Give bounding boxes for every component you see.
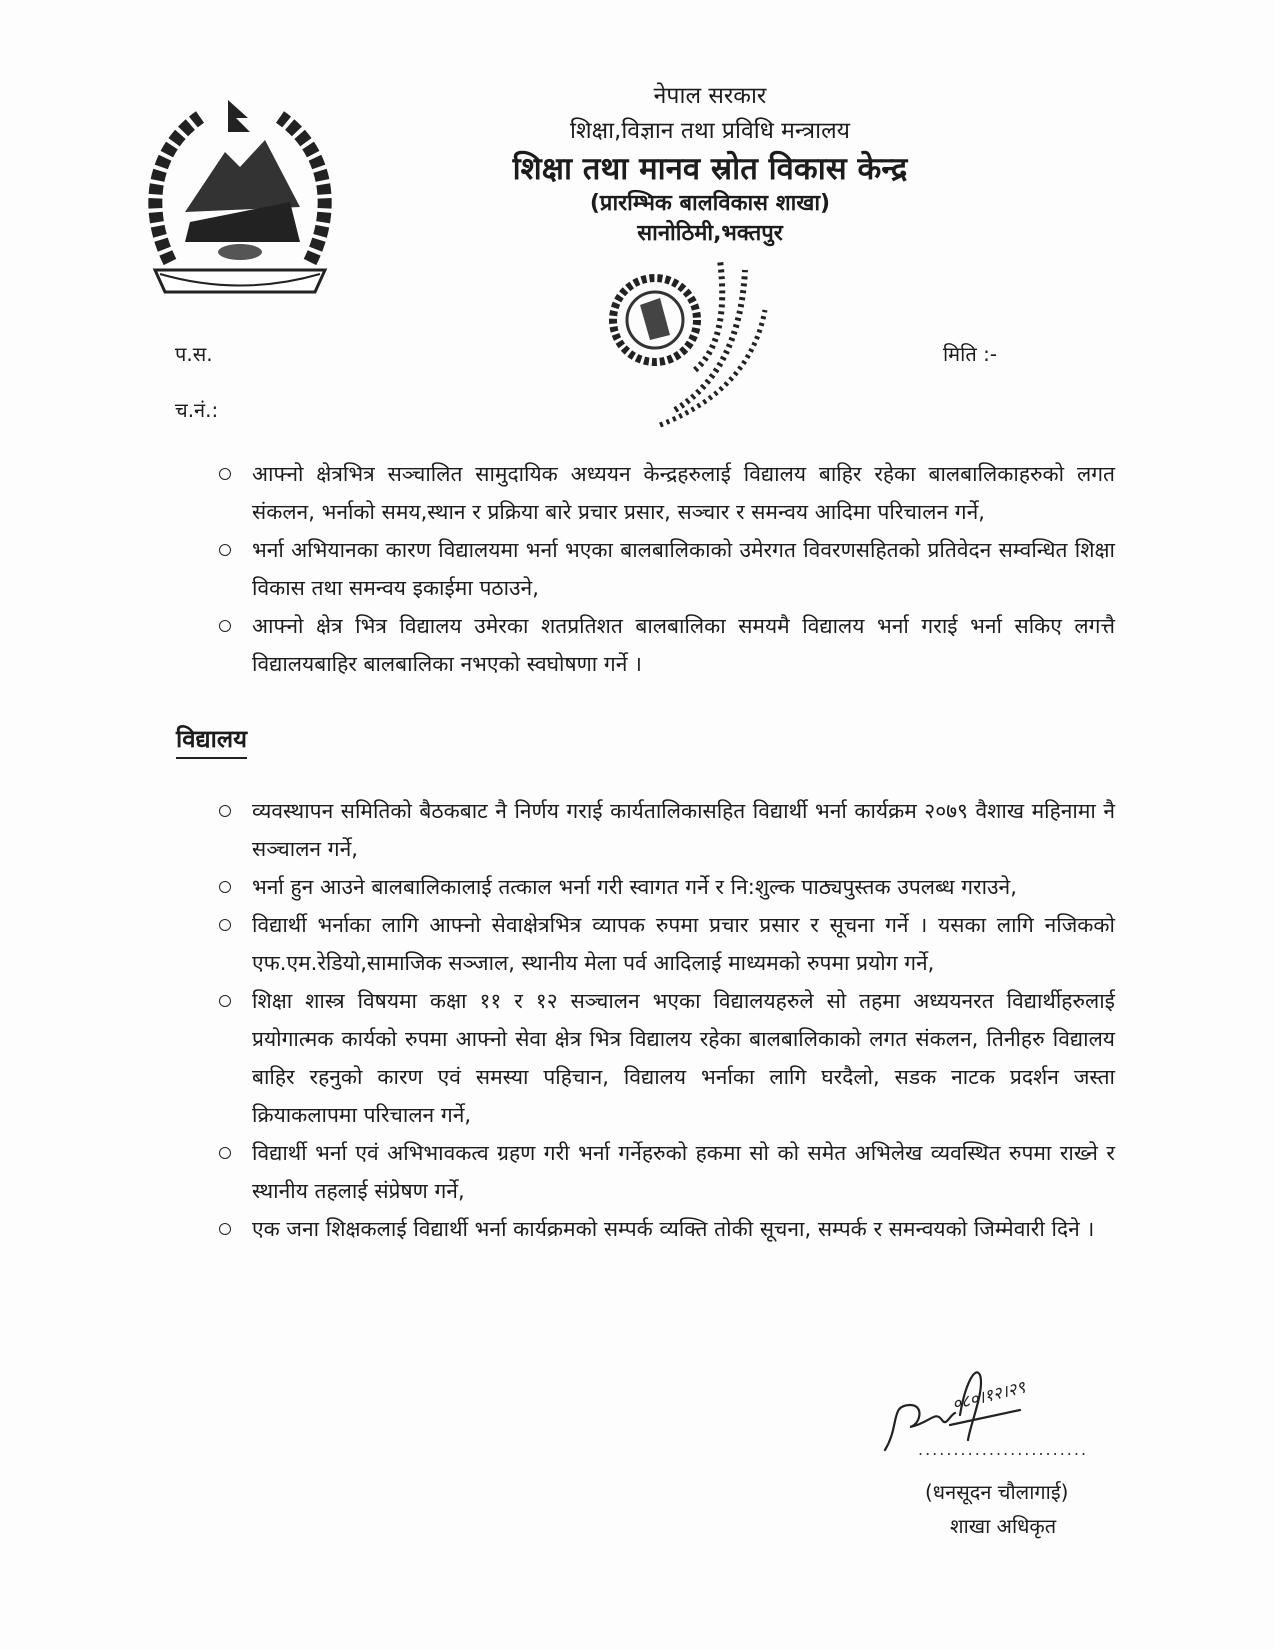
signatory-designation: शाखा अधिकृत (950, 1514, 1057, 1538)
branch-name: (प्रारम्भिक बालविकास शाखा) (589, 191, 831, 217)
list-item-text: एक जना शिक्षकलाई विद्यार्थी भर्ना कार्यक्रमको सम्पर्क व्यक्ति तोकी सूचना, सम्पर्क र समन्वयको जिम्मेवारी दिने । (252, 1217, 1095, 1241)
government-name: नेपाल सरकार (653, 83, 767, 109)
list-item-text: आफ्नो क्षेत्र भित्र विद्यालय उमेरका शतप्रतिशत बालबालिका समयमै विद्यालय भर्ना गराई भर्ना सकिए लगत्तै विद्यालयबाहिर बालबालिका नभएको स्वघोषणा गर्ने । (252, 614, 1115, 676)
circle-bullet-icon (219, 995, 231, 1007)
signatory-name: (धनसूदन चौलागाई) (925, 1480, 1069, 1504)
date-label: मिति :- (943, 342, 998, 366)
circle-bullet-icon (219, 919, 231, 931)
list-item-text: विद्यार्थी भर्ना एवं अभिभावकत्व ग्रहण गरी भर्ना गर्नेहरुको हकमा सो को समेत अभिलेख व्यवस्थित रुपमा राख्ने र स्थानीय तहलाई संप्रेषण गर्ने, (252, 1141, 1115, 1203)
office-address: सानोठिमी,भक्तपुर (637, 220, 783, 246)
list-item (215, 1210, 1115, 1248)
ministry-name: शिक्षा,विज्ञान तथा प्रविधि मन्त्रालय (569, 117, 850, 144)
list-item (215, 906, 1115, 982)
circle-bullet-icon (219, 1147, 231, 1159)
circle-bullet-icon (219, 881, 231, 893)
list-item-text: भर्ना हुन आउने बालबालिकालाई तत्काल भर्ना गरी स्वागत गर्ने र नि:शुल्क पाठ्यपुस्तक उपलब्ध गराउने, (252, 875, 1017, 899)
list-item (215, 868, 1115, 906)
dispatch-number-label: च.नं.: (175, 398, 219, 422)
signature-dotted-line: ........................ (918, 1440, 1089, 1459)
instructions-list-community (215, 455, 1115, 683)
circle-bullet-icon (219, 1223, 231, 1235)
list-item (215, 607, 1115, 683)
circle-bullet-icon (219, 620, 231, 632)
office-name: शिक्षा तथा मानव स्रोत विकास केन्द्र (512, 150, 908, 187)
list-item-text: शिक्षा शास्त्र विषयमा कक्षा ११ र १२ सञ्चालन भएका विद्यालयहरुले सो तहमा अध्ययनरत विद्यार्थीहरुलाई प्रयोगात्मक कार्यको रुपमा आफ्नो सेवा क्षेत्र भित्र विद्यालय रहेका बालबालिकाको लगत संकलन, तिनीहरु विद्यालय बाहिर रहनुको कारण एवं समस्या पहिचान, विद्यालय भर्नाका लागि घरदैलो, सडक नाटक प्रदर्शन जस्ता क्रियाकलापमा परिचालन गर्ने, (252, 989, 1115, 1127)
circle-bullet-icon (219, 805, 231, 817)
list-item (215, 982, 1115, 1134)
list-item-text: विद्यार्थी भर्नाका लागि आफ्नो सेवाक्षेत्रभित्र व्यापक रुपमा प्रचार प्रसार र सूचना गर्ने । यसका लागि नजिकको एफ.एम.रेडियो,सामाजिक सञ्जाल, स्थानीय मेला पर्व आदिलाई माध्यमको रुपमा प्रयोग गर्ने, (252, 913, 1115, 975)
list-item (215, 1134, 1115, 1210)
nepal-emblem-icon (140, 92, 340, 302)
letterhead (390, 82, 1030, 247)
list-item (215, 455, 1115, 531)
letter-number-label: प.स. (175, 342, 213, 366)
circle-bullet-icon (219, 544, 231, 556)
list-item-text: भर्ना अभियानका कारण विद्यालयमा भर्ना भएका बालबालिकाको उमेरगत विवरणसहितको प्रतिवेदन सम्वन्धित शिक्षा विकास तथा समन्वय इकाईमा पठाउने, (252, 538, 1115, 600)
list-item-text: आफ्नो क्षेत्रभित्र सञ्चालित सामुदायिक अध्ययन केन्द्रहरुलाई विद्यालय बाहिर रहेका बालबालिकाहरुको लगत संकलन, भर्नाको समय,स्थान र प्रक्रिया बारे प्रचार प्रसार, सञ्चार र समन्वय आदिमा परिचालन गर्ने, (252, 462, 1115, 524)
list-item-text: व्यवस्थापन समितिको बैठकबाट नै निर्णय गराई कार्यतालिकासहित विद्यार्थी भर्ना कार्यक्रम २०७९ वैशाख महिनामा नै सञ्चालन गर्ने, (252, 799, 1115, 861)
list-item (215, 531, 1115, 607)
section-heading-school: विद्यालय (176, 722, 247, 759)
office-seal-icon (600, 250, 770, 430)
list-item (215, 792, 1115, 868)
circle-bullet-icon (219, 468, 231, 480)
handwritten-signature-date: ०८०।१२।२९ (950, 1377, 1028, 1415)
instructions-list-school (215, 792, 1115, 1248)
